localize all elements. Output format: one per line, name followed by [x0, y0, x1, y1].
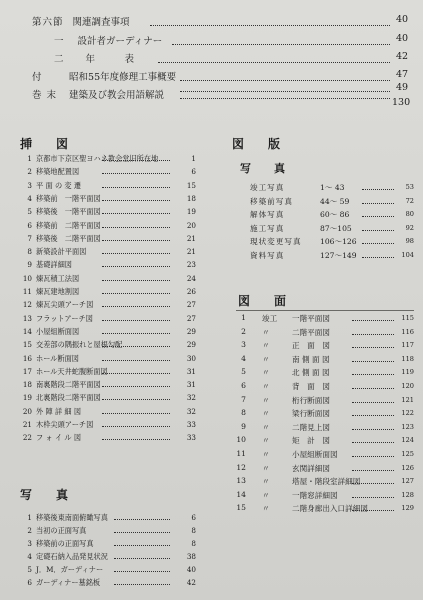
leader-dots: [352, 483, 394, 484]
list-item: [0, 154, 210, 167]
toc-page: 130: [392, 97, 411, 108]
drawing-mark: 〃: [262, 504, 270, 514]
item-title: 定礎石納入品発見状況: [36, 551, 108, 561]
drawing-item: [0, 476, 423, 489]
list-item: [0, 167, 210, 180]
item-title: フラットアーチ図: [36, 313, 93, 323]
item-page: 32: [186, 406, 196, 416]
leader-dots: [102, 280, 170, 281]
item-page: 8: [191, 525, 196, 535]
drawing-item: [0, 395, 423, 408]
photo-page: 72: [405, 196, 414, 205]
drawing-title: 一階平面図: [292, 314, 330, 323]
drawing-item: [0, 449, 423, 462]
item-number: 11: [22, 287, 32, 296]
leader-dots: [352, 320, 394, 321]
leader-dots: [352, 442, 394, 443]
drawing-number: 13: [236, 476, 246, 486]
photo-title: 移築前写真: [250, 196, 293, 206]
item-title: 移築前 二階平面図: [36, 220, 101, 230]
toc-title: 年 表: [85, 54, 145, 65]
toc-leader: [180, 91, 390, 92]
item-title: 新築設計平面図: [36, 247, 87, 257]
leader-dots: [352, 347, 394, 348]
item-page: 8: [191, 538, 196, 548]
item-number: 22: [22, 433, 32, 443]
item-page: 32: [186, 393, 196, 403]
item-number: 21: [22, 420, 32, 429]
photo-item: [0, 233, 423, 249]
drawing-divider: [236, 310, 414, 311]
drawing-title: 二階身廊出入口詳細図: [292, 504, 368, 514]
item-number: 10: [22, 273, 32, 283]
photo-range: 127〜149: [320, 250, 357, 260]
item-number: 4: [27, 551, 32, 561]
toc-leader: [180, 98, 390, 99]
leader-dots: [352, 497, 394, 498]
leader-dots: [352, 334, 394, 335]
list-item: [0, 539, 210, 552]
leader-dots: [352, 374, 394, 375]
photo-title: 施工写真: [250, 223, 285, 233]
item-number: 20: [22, 406, 32, 416]
drawing-page: 118: [401, 354, 414, 363]
item-title: 木枠尖頭アーチ図: [36, 420, 94, 429]
item-title: 移築後 一階平面図: [36, 207, 101, 217]
leader-dots: [352, 470, 394, 471]
toc-label: 二: [54, 54, 65, 65]
item-number: 4: [27, 193, 32, 203]
item-number: 5: [27, 564, 32, 574]
drawing-number: 7: [241, 394, 246, 404]
drawing-number: 12: [236, 462, 246, 472]
photo-item: [0, 209, 423, 222]
photo-page: 53: [405, 183, 414, 191]
leader-dots: [102, 160, 170, 161]
item-number: 19: [22, 393, 32, 403]
drawing-number: 14: [236, 489, 246, 499]
drawing-page: 120: [401, 382, 414, 390]
drawing-number: 15: [236, 503, 246, 513]
item-title: 煉瓦積工法図: [36, 273, 80, 283]
item-page: 38: [186, 551, 196, 561]
item-number: 3: [27, 180, 32, 190]
drawing-title: 玄関詳細図: [292, 463, 330, 473]
drawing-mark: 〃: [262, 354, 270, 364]
leader-dots: [352, 388, 394, 389]
toc-label: 第六節: [32, 17, 64, 28]
list-item: [0, 526, 210, 539]
leader-dots: [114, 545, 170, 546]
item-number: 14: [22, 326, 32, 336]
drawing-item: [0, 367, 423, 380]
drawing-page: 117: [401, 341, 414, 350]
item-title: 小屋組断面図: [36, 326, 80, 336]
drawing-item: [0, 408, 423, 421]
leader-dots: [362, 230, 394, 231]
drawing-title: 小屋組断面図: [292, 450, 338, 459]
item-page: 21: [186, 233, 196, 243]
photo-title: 解体写真: [250, 210, 285, 219]
item-number: 1: [27, 154, 32, 163]
drawing-item: [0, 422, 423, 435]
drawing-item: [0, 435, 423, 448]
leader-dots: [352, 402, 394, 403]
toc-title: 昭和55年度修理工事概要: [69, 72, 177, 83]
toc-top-row-3: [32, 69, 176, 83]
leader-dots: [362, 257, 394, 258]
sashizu-heading: 挿 図: [20, 137, 75, 151]
item-page: 15: [186, 180, 196, 190]
item-title: 基礎詳細図: [36, 260, 72, 270]
drawing-item: [0, 354, 423, 367]
item-title: ホール天井蛇腹断面図: [36, 366, 108, 376]
drawing-title: 塔屋・階段室詳細図: [292, 477, 361, 487]
item-number: 6: [27, 577, 32, 587]
toc-label: 付: [32, 72, 43, 83]
photo-page: 92: [405, 223, 414, 232]
item-title: 移築後東南面俯瞰写真: [36, 513, 108, 522]
photo-item: [0, 193, 423, 209]
item-page: 29: [186, 340, 196, 350]
photo-title: 竣工写真: [250, 183, 285, 192]
item-title: ガーディナー墓銘板: [36, 577, 101, 587]
drawing-number: 3: [241, 340, 246, 350]
toc-leader: [180, 80, 390, 81]
item-page: 42: [186, 577, 196, 587]
leader-dots: [102, 266, 170, 267]
drawing-mark: 〃: [262, 409, 270, 419]
photo-range: 44〜 59: [320, 196, 350, 206]
photo-item: [0, 220, 423, 236]
leader-dots: [362, 243, 394, 244]
item-title: 移築後 二階平面図: [36, 233, 101, 243]
leader-dots: [362, 203, 394, 204]
drawing-page: 123: [401, 422, 414, 431]
item-title: 北裏階段二階平面図: [36, 393, 101, 403]
item-page: 40: [186, 564, 196, 574]
toc-page: 40: [396, 33, 409, 44]
drawing-number: 4: [241, 353, 246, 363]
drawing-mark: 〃: [262, 422, 270, 432]
item-title: 外 陣 詳 細 図: [36, 406, 82, 416]
drawing-page: 129: [401, 504, 414, 513]
photo-item: [0, 250, 423, 263]
item-number: 16: [22, 353, 32, 363]
item-page: 26: [186, 287, 196, 296]
photo-page: 104: [401, 250, 414, 259]
leader-dots: [114, 558, 170, 559]
leader-dots: [352, 361, 394, 362]
toc-page: 42: [396, 51, 409, 62]
item-page: 27: [186, 313, 196, 323]
drawing-mark: 〃: [262, 490, 270, 500]
leader-dots: [114, 532, 170, 533]
toc-leader: [158, 62, 390, 63]
drawing-title: 梁行断面図: [292, 409, 330, 419]
leader-dots: [352, 456, 394, 457]
item-title: J．M．ガーディナー: [36, 564, 104, 574]
photo-page: 80: [405, 210, 414, 218]
drawing-page: 119: [401, 368, 414, 377]
leader-dots: [352, 415, 394, 416]
drawing-item: [0, 340, 423, 353]
drawing-mark: 〃: [262, 477, 270, 487]
item-number: 17: [22, 366, 32, 376]
item-page: 33: [186, 420, 196, 429]
leader-dots: [114, 571, 170, 572]
drawing-mark: 〃: [262, 368, 270, 378]
item-title: 南裏階段二階平面図: [36, 380, 101, 390]
item-page: 30: [186, 353, 196, 363]
item-page: 18: [186, 193, 196, 203]
drawing-number: 9: [241, 421, 246, 431]
drawing-mark: 〃: [262, 436, 270, 446]
item-page: 33: [186, 433, 196, 443]
item-number: 7: [27, 233, 32, 243]
shashin-left-heading: 写 真: [20, 488, 75, 502]
toc-top-row-0: [32, 14, 130, 28]
drawing-mark: 〃: [262, 382, 270, 391]
drawing-item: [0, 381, 423, 394]
drawing-title: 二階平面図: [292, 327, 330, 337]
drawing-title: 一階窓詳細図: [292, 490, 338, 500]
item-number: 5: [27, 207, 32, 217]
item-title: 平 面 の 変 遷: [36, 180, 82, 190]
drawing-title: 背 面 図: [292, 382, 330, 391]
photo-range: 1〜 43: [320, 183, 345, 192]
item-title: 交差部の隅振れと屋根勾配: [36, 340, 123, 350]
drawing-mark: 〃: [262, 450, 270, 459]
list-item: [0, 300, 210, 313]
photo-range: 106〜126: [320, 237, 357, 246]
item-number: 9: [27, 260, 32, 270]
item-page: 19: [186, 207, 196, 217]
drawing-mark: 〃: [262, 463, 270, 473]
leader-dots: [102, 293, 170, 294]
item-page: 6: [191, 167, 196, 177]
item-number: 2: [27, 525, 32, 535]
drawing-page: 122: [401, 409, 414, 418]
toc-title: 関連調査事項: [72, 17, 130, 28]
item-page: 27: [186, 300, 196, 310]
drawing-item: [0, 327, 423, 340]
drawing-page: 115: [401, 314, 414, 322]
item-title: 煉瓦建地割図: [36, 287, 80, 296]
drawing-page: 125: [401, 450, 414, 458]
photo-range: 60〜 86: [320, 210, 350, 219]
item-title: 京都市下京区聖ヨハネ教会堂旧所在地: [36, 154, 159, 163]
drawing-title: 北 側 面 図: [292, 368, 330, 378]
zuhan-heading: 図 版: [232, 137, 287, 151]
drawing-number: 2: [241, 326, 246, 336]
toc-page: 49: [396, 82, 409, 93]
item-title: 移築前 一階平面図: [36, 193, 101, 203]
item-number: 3: [27, 538, 32, 548]
item-page: 1: [191, 154, 196, 163]
toc-top-row-5: [32, 87, 164, 101]
leader-dots: [102, 173, 170, 174]
zuhan-drawing-heading: 図 面: [238, 294, 293, 308]
photo-range: 87〜105: [320, 223, 352, 233]
list-item: [0, 274, 210, 287]
drawing-mark: 竣工: [262, 314, 278, 323]
drawing-page: 124: [401, 436, 414, 445]
zuhan-photo-heading: 写 真: [240, 162, 291, 175]
toc-label: 一: [54, 36, 65, 47]
drawing-number: 5: [241, 367, 246, 377]
drawing-item: [0, 313, 423, 326]
drawing-page: 128: [401, 490, 414, 499]
list-item: [0, 552, 210, 565]
leader-dots: [352, 510, 394, 511]
leader-dots: [114, 584, 170, 585]
item-page: 31: [186, 380, 196, 390]
photo-title: 資料写真: [250, 250, 285, 260]
item-title: フ ォ イ ル 図: [36, 433, 82, 443]
item-title: 移築地配置図: [36, 167, 80, 177]
item-page: 23: [186, 260, 196, 270]
item-page: 20: [186, 220, 196, 230]
drawing-title: 桁行断面図: [292, 395, 330, 405]
item-page: 21: [186, 247, 196, 257]
item-title: 移築前の正面写真: [36, 538, 94, 548]
drawing-number: 8: [241, 408, 246, 418]
list-item: [0, 578, 210, 591]
drawing-page: 126: [401, 463, 414, 472]
toc-label: 巻 末: [32, 90, 58, 101]
item-page: 29: [186, 326, 196, 336]
leader-dots: [102, 306, 170, 307]
item-title: ホール断面図: [36, 353, 79, 363]
drawing-item: [0, 463, 423, 476]
drawing-mark: 〃: [262, 341, 270, 351]
item-number: 18: [22, 380, 32, 390]
item-number: 6: [27, 220, 32, 230]
list-item: [0, 565, 210, 578]
drawing-item: [0, 503, 423, 516]
toc-title: 設計者ガーディナー: [77, 36, 163, 47]
item-page: 6: [191, 513, 196, 522]
item-number: 12: [22, 300, 32, 310]
item-title: 煉瓦尖頭アーチ図: [36, 300, 94, 310]
drawing-mark: 〃: [262, 327, 270, 337]
photo-page: 98: [405, 237, 414, 245]
drawing-title: 矩 計 図: [292, 436, 330, 446]
drawing-title: 正 面 図: [292, 341, 330, 351]
item-page: 31: [186, 366, 196, 376]
item-number: 8: [27, 247, 32, 257]
leader-dots: [362, 216, 394, 217]
drawing-mark: 〃: [262, 395, 270, 405]
drawing-page: 116: [401, 327, 414, 336]
item-number: 13: [22, 313, 32, 323]
drawing-title: 二階見上図: [292, 422, 330, 432]
item-number: 15: [22, 340, 32, 350]
list-item: [0, 287, 210, 300]
toc-page: 40: [396, 14, 409, 25]
photo-title: 現状変更写真: [250, 237, 302, 246]
drawing-title: 南 側 面 図: [292, 354, 330, 364]
drawing-page: 121: [401, 395, 414, 404]
drawing-number: 6: [241, 381, 246, 390]
toc-page: 47: [396, 69, 409, 80]
drawing-number: 11: [236, 449, 246, 458]
leader-dots: [352, 429, 394, 430]
drawing-item: [0, 490, 423, 503]
drawing-page: 127: [401, 477, 414, 486]
leader-dots: [362, 189, 394, 190]
item-title: 当初の正面写真: [36, 525, 87, 535]
drawing-number: 10: [236, 435, 246, 445]
item-number: 1: [27, 513, 32, 522]
toc-leader: [150, 25, 390, 26]
toc-top-row-2: [54, 51, 144, 65]
toc-top-row-1: [54, 33, 162, 47]
toc-title: 建築及び教会用語解説: [69, 90, 165, 101]
item-page: 24: [186, 273, 196, 283]
leader-dots: [114, 519, 170, 520]
drawing-number: 1: [241, 313, 246, 322]
item-number: 2: [27, 167, 32, 177]
photo-item: [0, 182, 423, 195]
toc-leader: [172, 44, 390, 45]
